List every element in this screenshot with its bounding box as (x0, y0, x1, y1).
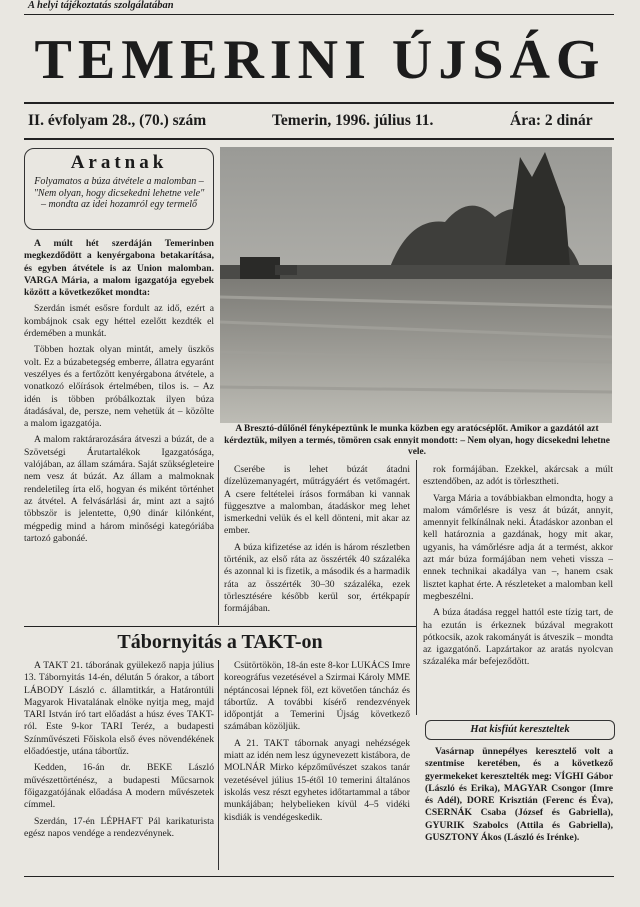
article2-paragraph: Csütörtökön, 18-án este 8-kor LUKÁCS Imre koreográfus vezetésével a Szirmai Károly MME néptáncosai lépnek föl, ezt követően táncház és tábortűz. A további kísérő rendezvények időpontját a Temerini Újság következő számában közöljük. (224, 660, 410, 733)
issue-number: II. évfolyam 28., (70.) szám (28, 112, 207, 129)
issue-date: Temerin, 1996. július 11. (272, 112, 434, 129)
article-paragraph: A búza kifizetése az idén is három részletben történik, az első ráta az összérték 40 százaléka és azonnal ki is fizetik, a második és a harmadik ráta az összérték 30–30 százaléka, ezek törlesztésére később kerül sor, értékpapír formájában. (224, 541, 410, 615)
article-column-3 (423, 464, 613, 716)
article-paragraph: rok formájában. Ezekkel, akárcsak a múlt esztendőben, az adót is törlesztheti. (423, 464, 613, 488)
article-subtitle: Folyamatos a búza átvétele a malomban – "Nem olyan, hogy dicsekedni lehetne vele" – mondta az idei hozamról egy termelő (33, 176, 205, 210)
issue-price: Ára: 2 dinár (510, 112, 593, 129)
article2-column-1 (24, 660, 214, 870)
article-paragraph: A búza átadása reggel hattól este tízig tart, de ha ezután is érkeznek búzával megrakott pótkocsik, azok rakományát is átveszik – mondta az igazgatónő. Lapzártakor az aratás nyolcvan százaléka már befejeződött. (423, 607, 613, 668)
article-paragraph: Szerdán ismét esősre fordult az idő, ezért a kombájnok csak egy héttel ezelőtt kezdték el érdemében a munkát. (24, 303, 214, 340)
column-divider (218, 660, 219, 870)
article2-title: Tábornyitás a TAKT-on (117, 631, 323, 653)
top-rule (24, 14, 614, 15)
harvest-photo (220, 147, 612, 423)
article2-paragraph: A TAKT 21. táborának gyülekező napja július 13. Tábornyitás 14-én, délután 5 órakor, a tábort LÁBODY László c. államtitkár, a Határontúli Magyarok Hivatalának elnöke nyitja meg, majd TARI István író tart előadást a húsz éves TAKT-ról. Este 9-kor TARI Teréz, a budapesti Színművészeti Főiskola első éves növendékének előadóestje, utána tábortűz. (24, 660, 214, 758)
article-title: Aratnak (70, 152, 168, 173)
masthead: TEMERINI ÚJSÁG (34, 29, 606, 91)
harvest-photo-illustration (220, 147, 612, 423)
info-rule (24, 138, 614, 140)
masthead-rule (24, 102, 614, 104)
baptism-title: Hat kisfiút kereszteltek (425, 720, 615, 740)
tagline: A helyi tájékoztatás szolgálatában (28, 0, 174, 11)
article2-column-2 (224, 660, 410, 870)
article-headline-box (24, 148, 214, 230)
article-paragraph: Többen hoztak olyan mintát, amely üszkös volt. Ez a búzabetegség emberre, állatra egyaránt veszélyes és a fertőzött kenyérgabona átvétele, a vonatkozó előírások értelmében, tilos is. – Az idén is többen próbálkoztak ilyen búza átadásával, de, persze, nem vehetük át – közölte a malom igazgatója. (24, 344, 214, 430)
article-paragraph: Varga Mária a továbbiakban elmondta, hogy a malom vámőrlésre is vesz át búzát, annyit, amennyit felkínálnak neki. Átadáskor azonban el kell határoznia a gazdának, hogy mit akar, ugyanis, ha vámőrlésre adja át a termést, akkor azt már búza formájában nem veheti vissza – ennek technikai akadálya van –, hanem csak lisztet kaphat érte. A részleteket a malomban kell megbeszélni. (423, 492, 613, 602)
column-divider (218, 460, 219, 625)
article-column-1 (24, 238, 214, 623)
article2-paragraph: Szerdán, 17-én LÉPHAFT Pál karikaturista egész napos vendége a rendezvénynek. (24, 815, 214, 839)
baptism-text (425, 746, 613, 876)
photo-caption: A Bresztó-dűlőnél fényképeztünk le munka közben egy aratócséplőt. Amikor a gazdától azt kérdeztük, milyen a termés, tömören csak ennyit mondott: – Nem olyan, hogy dicsekedni lehetne vele. (224, 424, 610, 457)
baptism-paragraph: Vasárnap ünnepélyes keresztelő volt a szentmise keretében, és a következő gyermekeket keresztelték meg: VÍGHI Gábor (László és Erika), MAGYAR Csongor (Imre és Adél), DORE Krisztián (Ferenc és Éva), CSERNÁK Csaba (József és Gabriella), GYURIK Szabolcs (Attila és Gabriella), GUSZTONY Ákos (László és Irénke). (425, 746, 613, 844)
section-rule (24, 626, 416, 627)
article2-paragraph: Kedden, 16-án dr. BEKE László művészettörténész, a budapesti Műcsarnok főigazgatójának előadása A modern művészetek címmel. (24, 762, 214, 811)
article-paragraph: A malom raktárarozására átveszi a búzát, de a Szövetségi Árutartalékok Igazgatósága, valójában, az állam számára. Saját szükségleteire nem vesz át búzát. Az állam a malmoknak rendeletileg írta elő, hogyan és miként történhet az átvétel. A felvásárlási ár, mint azt a sajtó többször is jelentette, 0,90 dinár kilónként, mégpedig mind a három minőségi kategóriába tartozó gabonáé. (24, 434, 214, 544)
column-divider (416, 460, 417, 715)
article-paragraph: Cserébe is lehet búzát átadni dízelüzemanyagért, műtrágyáért és vetőmagért. A csere feltételei írásos formában ki vannak függesztve a malomban, átadáskor meg lehet ismerkedni velük és el kell dönteni, mit akar az ember. (224, 464, 410, 537)
article2-paragraph: A 21. TAKT tábornak anyagi nehézségek miatt az idén nem lesz úgynevezett kistábora, de MOLNÁR Mirko képzőművészet szakos tanár vezetésével július 15-étől 10 temerini általános iskolás vesz részt egyhetes időtartammal a tábor munkájában; helybelieken kívül 4–5 vidéki kisdiák is vendégeskedik. (224, 737, 410, 823)
bottom-rule (24, 876, 614, 877)
article-column-2 (224, 464, 410, 624)
article-lead: A múlt hét szerdáján Temerinben megkezdődött a kenyérgabona betakarítása, és egyben átvétele is az Union malomban. VARGA Mária, a malom igazgatója egyebek között a következőket mondta: (24, 238, 214, 299)
